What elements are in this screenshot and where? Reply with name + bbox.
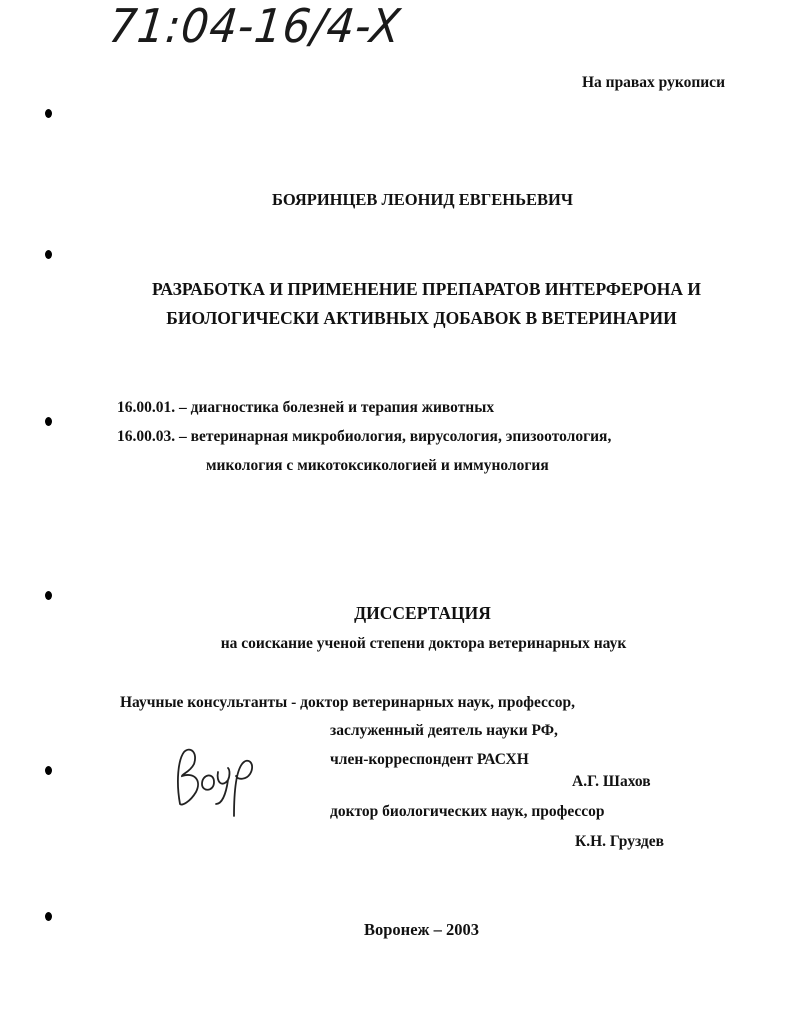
consultant-2-degree: доктор биологических наук, профессор [330, 803, 605, 820]
title-line-2: БИОЛОГИЧЕСКИ АКТИВНЫХ ДОБАВОК В ВЕТЕРИНАРИИ [166, 308, 677, 328]
dissertation-heading: ДИССЕРТАЦИЯ [354, 603, 491, 623]
rights-notice: На правах рукописи [581, 74, 725, 91]
specialty-line-2 [117, 428, 611, 446]
margin-dot [45, 417, 52, 426]
city-year: Воронеж – 2003 [364, 920, 479, 939]
handwritten-signature [172, 742, 262, 822]
specialty-text: – диагностика болезней и терапия животных [175, 399, 495, 416]
specialty-line-1 [117, 399, 494, 417]
consultant-1-degree: - доктор ветеринарных наук, профессор, [287, 694, 576, 711]
author-name: БОЯРИНЦЕВ ЛЕОНИД ЕВГЕНЬЕВИЧ [272, 190, 573, 209]
margin-dot [45, 591, 52, 600]
specialty-continuation: микология с микотоксикологией и иммунология [206, 457, 549, 474]
margin-dot [45, 766, 52, 775]
consultant-1-membership: член-корреспондент РАСХН [330, 751, 529, 768]
title-line-1: РАЗРАБОТКА И ПРИМЕНЕНИЕ ПРЕПАРАТОВ ИНТЕРФЕРОНА И [151, 279, 702, 299]
consultant-1-name: А.Г. Шахов [572, 773, 651, 790]
degree-line: на соискание ученой степени доктора ветеринарных наук [220, 635, 627, 652]
consultant-2-name: К.Н. Груздев [575, 833, 665, 850]
specialty-text: – ветеринарная микробиология, вирусология, эпизоотология, [175, 428, 612, 445]
specialty-code: 16.00.01. [117, 399, 176, 416]
consultants-label: Научные консультанты [120, 694, 288, 711]
archive-code-handwritten: 71:04-16/4-X [106, 0, 404, 55]
consultant-1-title: заслуженный деятель науки РФ, [330, 722, 558, 739]
margin-dot [45, 109, 52, 118]
specialty-code: 16.00.03. [117, 428, 176, 445]
margin-dot [45, 250, 52, 259]
consultants-line-1 [120, 694, 575, 712]
